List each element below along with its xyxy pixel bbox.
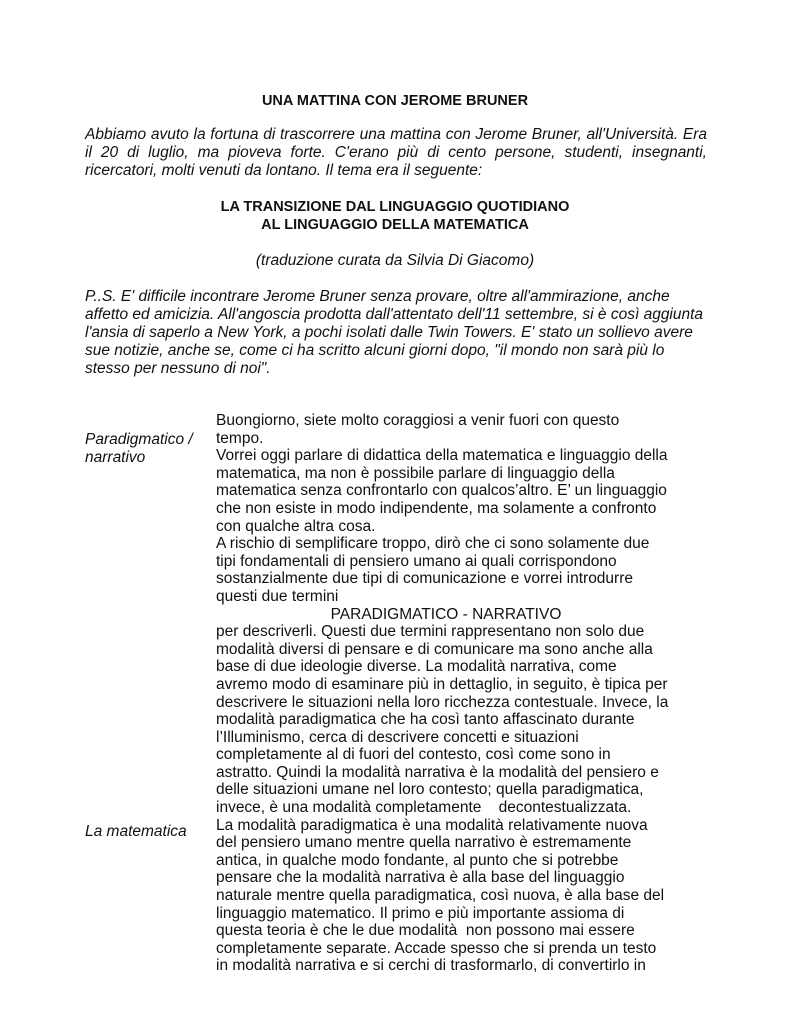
body-line: del pensiero umano mentre quella narrativo è estremamente (216, 834, 632, 852)
lecture-subtitle (85, 198, 705, 234)
body-line: invece, è una modalità completamente decontestualizzata. (216, 799, 632, 817)
postscript-line: stesso per nessuno di noi". (85, 360, 271, 377)
body-line: pensare che la modalità narrativa è alla base del linguaggio (216, 869, 625, 887)
translation-credit: (traduzione curata da Silvia Di Giacomo) (255, 252, 535, 269)
body-line: antica, in qualche modo fondante, al punto che si potrebbe (216, 851, 619, 869)
margin-note-matematica (85, 823, 210, 841)
body-line: base di due ideologie diverse. La modalità narrativa, come (216, 658, 617, 676)
intro-paragraph: Abbiamo avuto la fortuna di trascorrere una mattina con Jerome Bruner, all'Università. Era il 20 di luglio, ma pioveva forte. C'erano più di cento persone, studenti, insegnanti, ricercatori, molti venuti da lontano. Il tema era il seguente: (85, 126, 707, 179)
body-line: Vorrei oggi parlare di didattica della matematica e linguaggio della (216, 447, 668, 465)
body-line: modalità paradigmatica che ha così tanto affascinato durante (216, 711, 635, 729)
postscript-line: P..S. E' difficile incontrare Jerome Bruner senza provare, oltre all'ammirazione, anche (85, 288, 670, 305)
centered-terms-heading: PARADIGMATICO - NARRATIVO (330, 605, 562, 623)
body-line: con qualche altra cosa. (216, 517, 376, 535)
body-line: completamente al di fuori del contesto, così come sono in (216, 746, 611, 764)
body-line: per descriverli. Questi due termini rappresentano non solo due (216, 623, 645, 641)
body-line: sostanzialmente due tipi di comunicazione e vorrei introdurre (216, 570, 633, 588)
margin-note-line: La matematica (85, 823, 187, 840)
postscript-line: l'ansia di saperlo a New York, a pochi isolati dalle Twin Towers. E' stato un sollievo avere (85, 324, 693, 341)
body-line: linguaggio matematico. Il primo e più importante assioma di (216, 904, 625, 922)
subtitle-line: AL LINGUAGGIO DELLA MATEMATICA (261, 217, 529, 233)
postscript-line: sue notizie, anche se, come ci ha scritto alcuni giorni dopo, "il mondo non sarà più lo (85, 342, 665, 359)
margin-note-line: narrativo (85, 449, 146, 466)
body-line: descrivere le situazioni nella loro ricchezza contestuale. Invece, la (216, 693, 669, 711)
body-line: matematica, ma non è possibile parlare di linguaggio della (216, 464, 615, 482)
subtitle-line: LA TRANSIZIONE DAL LINGUAGGIO QUOTIDIANO (220, 199, 570, 215)
margin-note-paradigmatico (85, 431, 210, 467)
body-line: completamente separate. Accade spesso che si prenda un testo (216, 939, 657, 957)
body-line: delle situazioni umane nel loro contesto; quella paradigmatica, (216, 781, 644, 799)
body-line: naturale mentre quella paradigmatica, così nuova, è alla base del (216, 887, 665, 905)
document-title: UNA MATTINA CON JEROME BRUNER (261, 93, 529, 109)
body-line: La modalità paradigmatica è una modalità relativamente nuova (216, 816, 648, 834)
body-line: l’Illuminismo, cerca di descrivere concetti e situazioni (216, 728, 579, 746)
body-line: questi due termini (216, 587, 339, 605)
lecture-body (216, 412, 696, 975)
body-line: A rischio di semplificare troppo, dirò che ci sono solamente due (216, 535, 650, 553)
margin-note-line: Paradigmatico / (85, 431, 193, 448)
postscript-line: affetto ed amicizia. All'angoscia prodotta dall'attentato dell'11 settembre, si è così aggiunta (85, 306, 704, 323)
postscript-paragraph (85, 288, 707, 378)
body-line: matematica senza confrontarlo con qualcos’altro. E’ un linguaggio (216, 482, 667, 500)
body-line: avremo modo di esaminare più in dettaglio, in seguito, è tipica per (216, 675, 668, 693)
body-line: Buongiorno, siete molto coraggiosi a venir fuori con questo (216, 412, 620, 429)
body-line: in modalità narrativa e si cerchi di trasformarlo, di convertirlo in (216, 957, 646, 975)
body-line: tempo. (216, 429, 264, 447)
body-line: che non esiste in modo indipendente, ma solamente a confronto (216, 499, 657, 517)
body-line: tipi fondamentali di pensiero umano ai quali corrispondono (216, 552, 617, 570)
body-line: astratto. Quindi la modalità narrativa è la modalità del pensiero e (216, 763, 659, 781)
body-line: modalità diversi di pensare e di comunicare ma sono anche alla (216, 640, 653, 658)
body-line: questa teoria è che le due modalità non possono mai essere (216, 922, 635, 940)
